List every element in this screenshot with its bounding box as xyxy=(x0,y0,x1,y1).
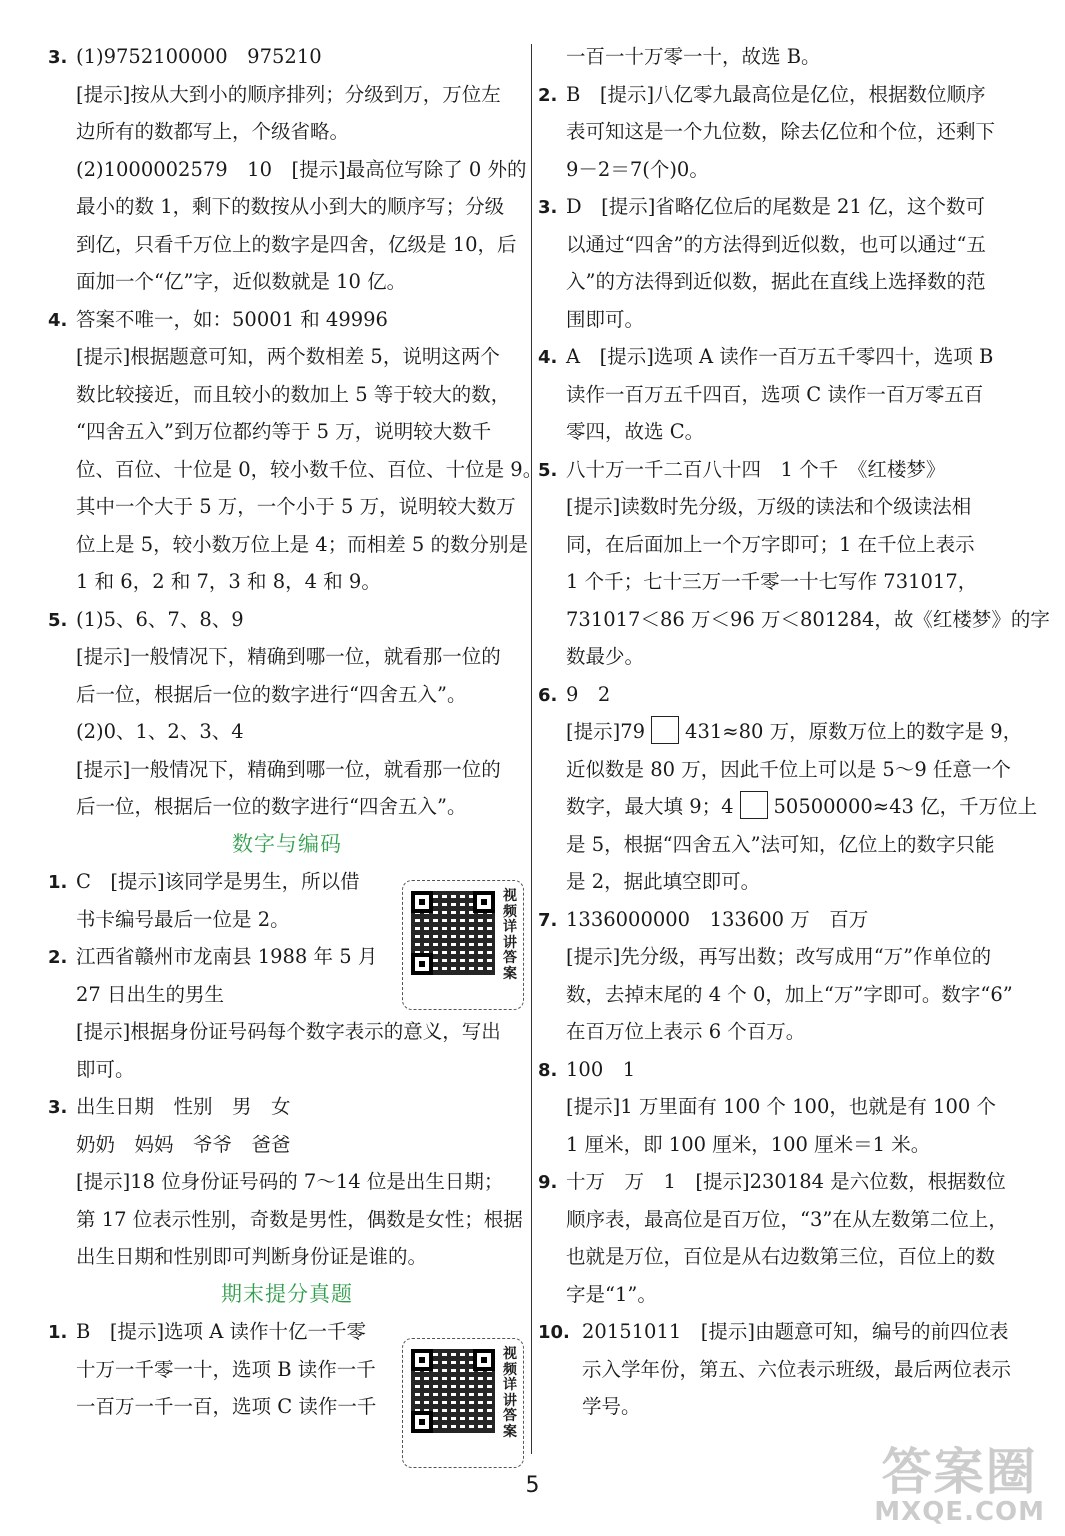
answer-4-line-2: [提示]根据题意可知，两个数相差 5，说明这两个 xyxy=(76,345,500,368)
answer-number: 3. xyxy=(48,1097,68,1118)
exam-answer-5-line-3: 同，在后面加上一个万字即可；1 在千位上表示 xyxy=(566,532,975,556)
answer-number: 8. xyxy=(538,1059,558,1081)
answer-number: 6. xyxy=(538,684,558,706)
qr-finder-pattern xyxy=(473,891,495,913)
codes-answer-1-line-2: 书卡编号最后一位是 2。 xyxy=(76,907,290,931)
answer-3-line-3: 边所有的数都写上，个级省略。 xyxy=(76,120,350,143)
exam-answer-7-line-2: [提示]先分级，再写出数；改写成用“万”作单位的 xyxy=(566,945,992,968)
answer-number: 4. xyxy=(48,309,68,331)
codes-answer-3-line-4: 第 17 位表示性别，奇数是男性，偶数是女性；根据 xyxy=(76,1207,523,1231)
answer-5-line-3: 后一位，根据后一位的数字进行“四舍五入”。 xyxy=(76,682,467,706)
qr-finder-pattern xyxy=(411,1349,433,1371)
answer-4-line-6: 其中一个大于 5 万，一个小于 5 万，说明较大数万 xyxy=(76,495,516,518)
exam-answer-7-line-3: 数，去掉末尾的 4 个 0，加上“万”字即可。数字“6” xyxy=(566,982,1013,1006)
exam-answer-10-line-1: 10. 20151011 [提示]由题意可知，编号的前四位表 xyxy=(538,1313,1020,1351)
page-number: 5 xyxy=(525,1473,540,1498)
answer-3-line-5: 最小的数 1，剩下的数按从小到大的顺序写；分级 xyxy=(76,195,505,218)
exam-answer-7-line-1: 7. 1336000000 133600 万 百万 xyxy=(538,901,1020,939)
qr-code-video-answer[interactable] xyxy=(402,1338,524,1468)
exam-answer-6-line-5: 是 5，根据“四舍五入”法可知，亿位上的数字只能 xyxy=(566,832,995,856)
exam-answer-9-line-2: 顺序表，最高位是百万位，“3”在从左数第二位上， xyxy=(566,1207,1008,1231)
exam-answer-8-line-3: 1 厘米，即 100 厘米，100 厘米＝1 米。 xyxy=(566,1132,931,1156)
qr-finder-pattern xyxy=(411,1411,433,1433)
exam-answer-6-line-2: [提示]79 431≈80 万，原数万位上的数字是 9， xyxy=(538,713,1020,751)
exam-answer-5-line-4: 1 个千；七十三万一千零一十七写作 731017， xyxy=(566,570,978,593)
left-column xyxy=(48,38,543,1426)
exam-answer-6-line-4: 数字，最大填 9；4 50500000≈43 亿，千万位上 xyxy=(538,788,1020,826)
exam-answer-4-line-2: 读作一百万五千四百，选项 C 读作一百万零五百 xyxy=(566,382,984,406)
answer-3-line-1: 3. (1)9752100000 975210 xyxy=(48,38,526,76)
answer-5-line-2: [提示]一般情况下，精确到哪一位，就看那一位的 xyxy=(76,645,501,668)
answer-3-line-2: [提示]按从大到小的顺序排列；分级到万，万位左 xyxy=(76,82,501,106)
answer-4-line-4: “四舍五入”到万位都约等于 5 万，说明较大数千 xyxy=(76,420,492,443)
exam-answer-5-line-1: 5. 八十万一千二百八十四 1 个千 《红楼梦》 xyxy=(538,451,1020,489)
exam-answer-3-line-1: 3. D [提示]省略亿位后的尾数是 21 亿，这个数可 xyxy=(538,188,1020,226)
exam-answer-5-line-2: [提示]读数时先分级，万级的读法和个级读法相 xyxy=(566,495,972,518)
codes-answer-3-line-1: 3. 出生日期 性别 男 女 xyxy=(48,1088,526,1126)
answer-4-line-7: 位上是 5，较小数万位上是 4；而相差 5 的数分别是 xyxy=(76,532,529,556)
exam-answer-6-line-3: 近似数是 80 万，因此千位上可以是 5～9 任意一个 xyxy=(566,757,1011,781)
exam-answer-8-line-1: 8. 100 1 xyxy=(538,1051,1020,1089)
exam-answer-4-line-1: 4. A [提示]选项 A 读作一百万五千零四十，选项 B xyxy=(538,338,1020,376)
answer-number: 5. xyxy=(538,459,558,481)
qr-code-video-answer[interactable] xyxy=(402,880,524,1010)
answer-number: 3. xyxy=(538,197,558,218)
qr-finder-pattern xyxy=(411,953,433,975)
answer-4-line-5: 位、百位、十位是 0，较小数千位、百位、十位是 9。 xyxy=(76,457,543,481)
answer-number: 2. xyxy=(48,947,68,968)
section-title-digits-and-codes: 数字与编码 xyxy=(232,831,342,856)
watermark-logo xyxy=(874,1443,1045,1527)
exam-answer-4-line-3: 零四，故选 C。 xyxy=(566,420,705,443)
exam-answer-2-line-3: 9－2＝7(个)0。 xyxy=(566,157,709,181)
exam-answer-7-line-4: 在百万位上表示 6 个百万。 xyxy=(566,1020,806,1043)
column-divider xyxy=(531,44,532,1454)
exam-answer-1-line-2: 十万一千零一十，选项 B 读作一千 xyxy=(76,1357,376,1381)
qr-finder-pattern xyxy=(411,891,433,913)
answer-number: 3. xyxy=(48,47,68,68)
exam-answer-1-line-1: 1. B [提示]选项 A 读作十亿一千零 xyxy=(48,1313,526,1351)
codes-answer-1-line-1: 1. C [提示]该同学是男生，所以借 xyxy=(48,863,526,901)
codes-answer-3-line-2: 奶奶 妈妈 爷爷 爸爸 xyxy=(76,1132,291,1156)
answer-number: 4. xyxy=(538,347,558,368)
codes-answer-2-line-1: 2. 江西省赣州市龙南县 1988 年 5 月 xyxy=(48,938,526,976)
watermark-text: 答案圈 xyxy=(881,1443,1038,1501)
answer-5-line-1: 5. (1)5、6、7、8、9 xyxy=(48,601,526,639)
answer-4-line-8: 1 和 6，2 和 7，3 和 8，4 和 9。 xyxy=(76,570,381,593)
codes-answer-3-line-5: 出生日期和性别即可判断身份证是谁的。 xyxy=(76,1245,428,1268)
exam-answer-10-line-2: 示入学年份，第五、六位表示班级，最后两位表示 xyxy=(582,1357,1012,1381)
exam-answer-6-line-6: 是 2，据此填空即可。 xyxy=(566,870,761,893)
answer-number: 5. xyxy=(48,609,68,631)
answer-number: 1. xyxy=(48,1322,68,1343)
watermark-url: MXQE.COM xyxy=(874,1497,1045,1527)
qr-caption: 视频详讲答案 xyxy=(503,1346,517,1440)
exam-answer-10-line-3: 学号。 xyxy=(582,1395,641,1418)
exam-answer-6-line-1: 6. 9 2 xyxy=(538,676,1020,714)
answer-4-line-3: 数比较接近，而且较小的数加上 5 等于较大的数， xyxy=(76,382,511,406)
codes-answer-2-line-4: 即可。 xyxy=(76,1057,135,1081)
exam-answer-1-line-3: 一百万一千一百，选项 C 读作一千 xyxy=(76,1395,377,1418)
blank-box xyxy=(651,716,679,744)
answer-3-line-7: 面加一个“亿”字，近似数就是 10 亿。 xyxy=(76,270,407,293)
answer-3-line-4: (2)1000002579 10 [提示]最高位写除了 0 外的 xyxy=(76,157,527,181)
exam-answer-2-line-1: 2. B [提示]八亿零九最高位是亿位，根据数位顺序 xyxy=(538,76,1020,114)
qr-finder-pattern xyxy=(473,1349,495,1371)
answer-number: 9. xyxy=(538,1172,558,1193)
codes-answer-2-line-3: [提示]根据身份证号码每个数字表示的意义，写出 xyxy=(76,1020,501,1043)
answer-number: 1. xyxy=(48,872,68,893)
answer-number: 7. xyxy=(538,909,558,931)
exam-answer-9-line-1: 9. 十万 万 1 [提示]230184 是六位数，根据数位 xyxy=(538,1163,1020,1201)
answer-5-line-5: [提示]一般情况下，精确到哪一位，就看那一位的 xyxy=(76,757,501,781)
exam-answer-5-line-6: 数最少。 xyxy=(566,645,645,668)
exam-answer-3-line-2: 以通过“四舍”的方法得到近似数，也可以通过“五 xyxy=(566,232,986,256)
answer-3-line-6: 到亿，只看千万位上的数字是四舍，亿级是 10，后 xyxy=(76,232,517,256)
exam-answer-3-line-3: 入”的方法得到近似数，据此在直线上选择数的范 xyxy=(566,270,986,293)
answer-5-line-6: 后一位，根据后一位的数字进行“四舍五入”。 xyxy=(76,795,467,818)
answer-5-line-4: (2)0、1、2、3、4 xyxy=(76,720,244,743)
exam-answer-9-line-3: 也就是万位，百位是从右边数第三位，百位上的数 xyxy=(566,1245,996,1268)
blank-box xyxy=(740,791,768,819)
section-title-final-exam: 期末提分真题 xyxy=(221,1281,353,1306)
answer-number: 2. xyxy=(538,84,558,106)
answer-number: 10. xyxy=(538,1322,570,1343)
exam-answer-5-line-5: 731017＜86 万＜96 万＜801284，故《红楼梦》的字 xyxy=(566,607,1050,631)
right-column xyxy=(538,38,1050,1426)
exam-answer-8-line-2: [提示]1 万里面有 100 个 100，也就是有 100 个 xyxy=(566,1095,996,1118)
codes-answer-3-line-3: [提示]18 位身份证号码的 7～14 位是出生日期； xyxy=(76,1170,504,1193)
exam-answer-3-line-4: 围即可。 xyxy=(566,307,645,331)
exam-answer-1-line-4: 一百一十万零一十，故选 B。 xyxy=(566,45,821,68)
exam-answer-2-line-2: 表可知这是一个九位数，除去亿位和个位，还剩下 xyxy=(566,120,996,143)
exam-answer-9-line-4: 字是“1”。 xyxy=(566,1282,657,1306)
answer-4-line-1: 4. 答案不唯一，如：50001 和 49996 xyxy=(48,301,526,339)
codes-answer-2-line-2: 27 日出生的男生 xyxy=(76,982,225,1006)
qr-caption: 视频详讲答案 xyxy=(503,888,517,982)
